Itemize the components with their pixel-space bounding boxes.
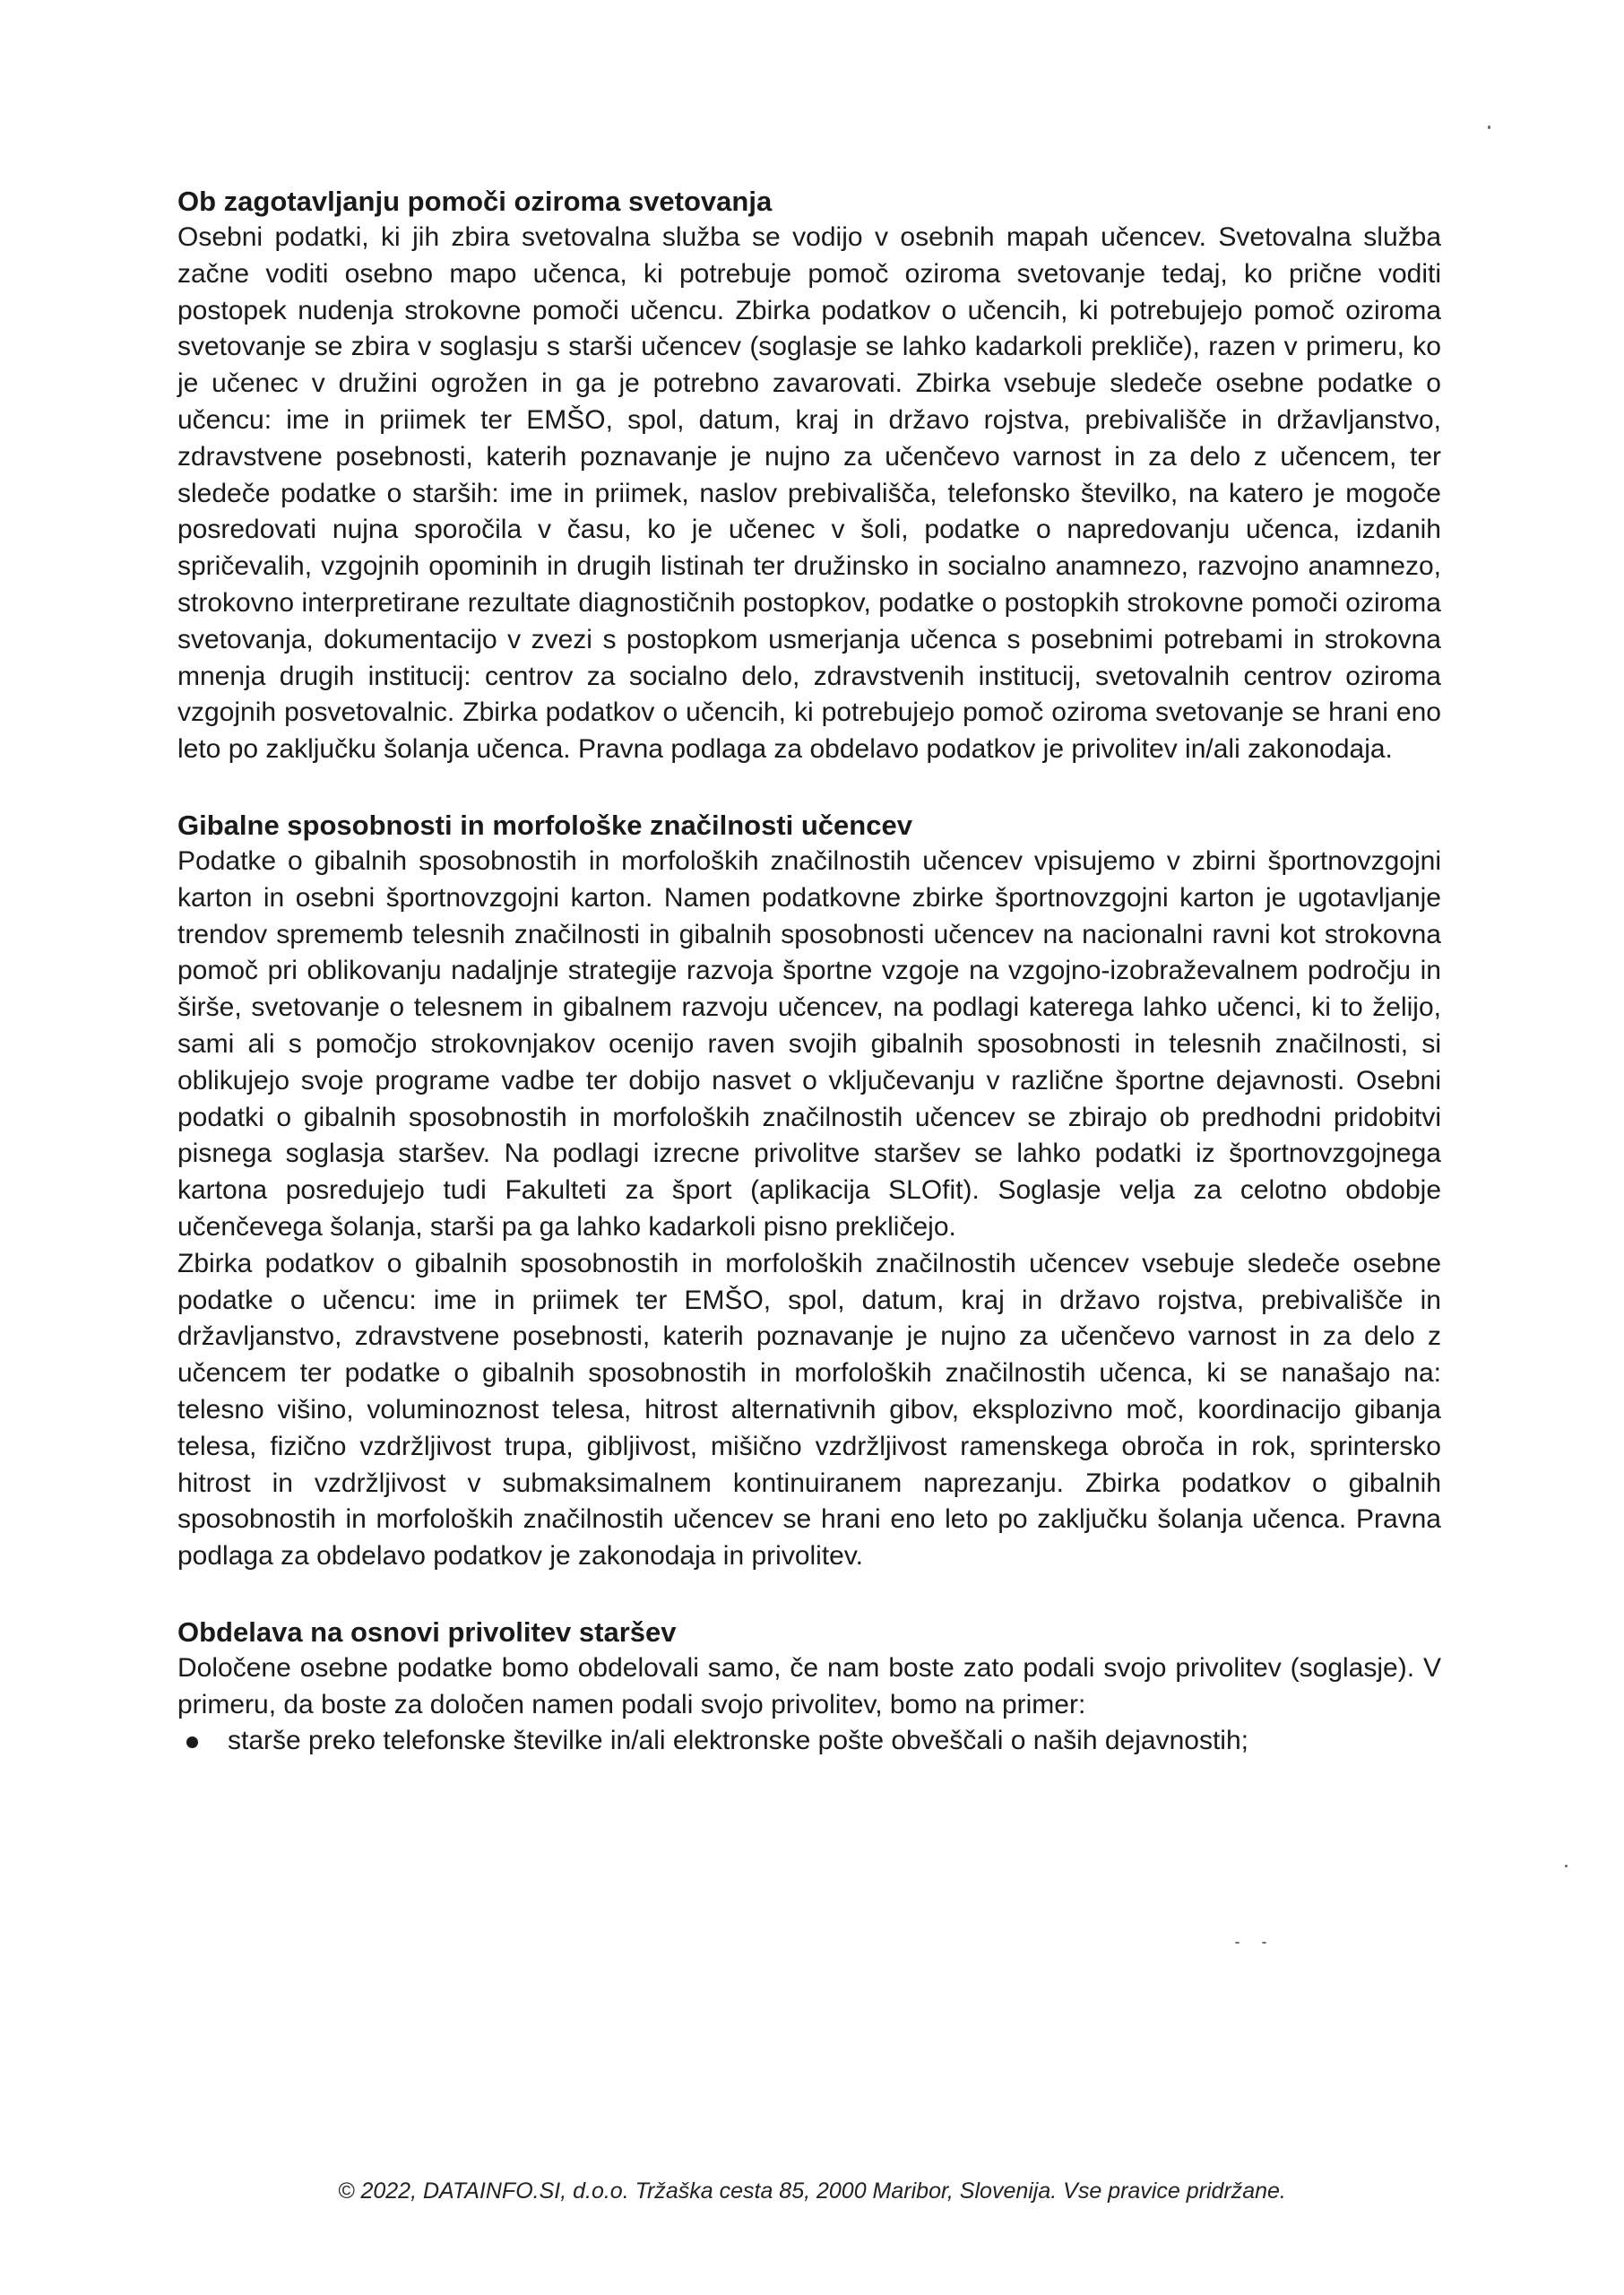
page-footer: © 2022, DATAINFO.SI, d.o.o. Tržaška cesta 85, 2000 Maribor, Slovenija. Vse pravice pridržane. xyxy=(338,2178,1286,2204)
list-item xyxy=(177,1723,1441,1760)
scan-speck xyxy=(1262,1942,1266,1944)
section-paragraph: Določene osebne podatke bomo obdelovali samo, če nam boste zato podali svojo privolitev (soglasje). V primeru, da boste za določen namen podali svojo privolitev, bomo na primer: xyxy=(177,1652,1441,1719)
section-paragraph: Zbirka podatkov o gibalnih sposobnostih in morfoloških značilnostih učencev vsebuje sledeče osebne podatke o učencu: ime in priimek ter EMŠO, spol, datum, kraj in državo rojstva, prebivališče in državljanstvo, zdravstvene posebnosti, katerih poznavanje je nujno za učenčevo varnost in za delo z učencem ter podatke o gibalnih sposobnostih in morfoloških značilnostih učenca, ki se nanašajo na: telesno višino, voluminoznost telesa, hitrost alternativnih gibov, eksplozivno moč, koordinacijo gibanja telesa, fizično vzdržljivost trupa, gibljivost, mišično vzdržljivost ramenskega obroča in rok, sprintersko hitrost in vzdržljivost v submaksimalnem kontinuiranem naprezanju. Zbirka podatkov o gibalnih sposobnostih in morfoloških značilnostih učencev se hrani eno leto po zaključku šolanja učenca. Pravna podlaga za obdelavo podatkov je zakonodaja in privolitev. xyxy=(177,1248,1441,1572)
scan-speck xyxy=(1565,1865,1568,1867)
section-paragraph: Podatke o gibalnih sposobnostih in morfoloških značilnostih učencev vpisujemo v zbirni športnovzgojni karton in osebni športnovzgojni karton. Namen podatkovne zbirke športnovzgojni karton je ugotavljanje trendov sprememb telesnih značilnosti in gibalnih sposobnosti učencev na nacionalni ravni kot strokovna pomoč pri oblikovanju nadaljnje strategije razvoja športne vzgoje na vzgojno-izobraževalnem področju in širše, svetovanje o telesnem in gibalnem razvoju učencev, na podlagi katerega lahko učenci, ki to želijo, sami ali s pomočjo strokovnjakov ocenijo raven svojih gibalnih sposobnosti in telesnih značilnosti, si oblikujejo svoje programe vadbe ter dobijo nasvet o vključevanju v različne športne dejavnosti. Osebni podatki o gibalnih sposobnostih in morfoloških značilnostih učencev se zbirajo ob predhodni pridobitvi pisnega soglasja staršev. Na podlagi izrecne privolitve staršev se lahko podatki iz športnovzgojnega kartona posredujejo tudi Fakulteti za šport (aplikacija SLOfit). Soglasje velja za celotno obdobje učenčevega šolanja, starši pa ga lahko kadarkoli pisno prekličejo. xyxy=(177,845,1441,1242)
document-body xyxy=(177,184,1441,1799)
scan-speck xyxy=(1235,1942,1240,1944)
section-parental-consent xyxy=(177,1615,1441,1760)
section-motor-abilities xyxy=(177,808,1441,1575)
list-item-text: starše preko telefonske številke in/ali elektronske pošte obveščali o naših dejavnostih; xyxy=(228,1726,1248,1756)
bullet-list xyxy=(177,1723,1441,1760)
section-heading: Obdelava na osnovi privolitev staršev xyxy=(177,1615,677,1648)
section-paragraph: Osebni podatki, ki jih zbira svetovalna služba se vodijo v osebnih mapah učencev. Svetovalna služba začne voditi osebno mapo učenca, ki potrebuje pomoč oziroma svetovanje tedaj, ko prične voditi postopek nudenja strokovne pomoči učencu. Zbirka podatkov o učencih, ki potrebujejo pomoč oziroma svetovanje se zbira v soglasju s starši učencev (soglasje se lahko kadarkoli prekliče), razen v primeru, ko je učenec v družini ogrožen in ga je potrebno zavarovati. Zbirka vsebuje sledeče osebne podatke o učencu: ime in priimek ter EMŠO, spol, datum, kraj in državo rojstva, prebivališče in državljanstvo, zdravstvene posebnosti, katerih poznavanje je nujno za učenčevo varnost in za delo z učencem, ter sledeče podatke o starših: ime in priimek, naslov prebivališča, telefonsko številko, na katero je mogoče posredovati nujna sporočila v času, ko je učenec v šoli, podatke o napredovanju učenca, izdanih spričevalih, vzgojnih opominih in drugih listinah ter družinsko in socialno anamnezo, razvojno anamnezo, strokovno interpretirane rezultate diagnostičnih postopkov, podatke o postopkih strokovne pomoči oziroma svetovanja, dokumentacijo v zvezi s postopkom usmerjanja učenca s posebnimi potrebami in strokovna mnenja drugih institucij: centrov za socialno delo, zdravstvenih institucij, svetovalnih centrov oziroma vzgojnih posvetovalnic. Zbirka podatkov o učencih, ki potrebujejo pomoč oziroma svetovanje se hrani eno leto po zaključku šolanja učenca. Pravna podlaga za obdelavo podatkov je privolitev in/ali zakonodaja. xyxy=(177,222,1441,765)
section-heading: Gibalne sposobnosti in morfološke značilnosti učencev xyxy=(177,809,912,841)
section-counseling xyxy=(177,184,1441,768)
scan-speck xyxy=(1488,126,1490,129)
section-heading: Ob zagotavljanju pomoči oziroma svetovanja xyxy=(177,186,773,217)
bullet-icon xyxy=(186,1736,198,1748)
